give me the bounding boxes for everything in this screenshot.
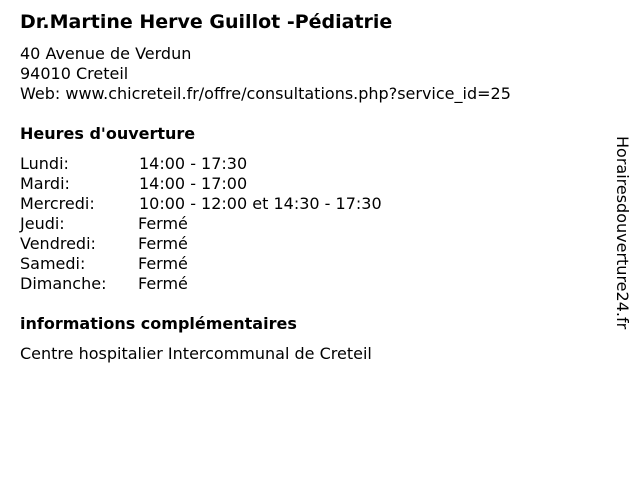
day-hours: 14:00 - 17:30 <box>139 154 248 173</box>
day-label: Mardi: <box>20 174 70 193</box>
address-street: 40 Avenue de Verdun <box>20 44 192 63</box>
day-hours: Fermé <box>138 254 188 273</box>
day-label: Dimanche: <box>20 274 107 293</box>
day-hours: 10:00 - 12:00 et 14:30 - 17:30 <box>139 194 382 213</box>
day-hours: Fermé <box>138 214 188 233</box>
day-label: Mercredi: <box>20 194 95 213</box>
info-text: Centre hospitalier Intercommunal de Creteil <box>20 344 372 363</box>
day-hours: 14:00 - 17:00 <box>139 174 248 193</box>
day-label: Lundi: <box>20 154 69 173</box>
day-label: Jeudi: <box>20 214 65 233</box>
day-hours: Fermé <box>138 274 188 293</box>
day-hours: Fermé <box>138 234 188 253</box>
address-web: Web: www.chicreteil.fr/offre/consultations.php?service_id=25 <box>20 84 511 103</box>
side-brand-watermark: Horairesdouverture24.fr <box>613 136 632 330</box>
day-label: Samedi: <box>20 254 86 273</box>
day-label: Vendredi: <box>20 234 96 253</box>
hours-heading: Heures d'ouverture <box>20 124 196 143</box>
address-block <box>20 44 511 104</box>
page-title: Dr.Martine Herve Guillot -Pédiatrie <box>20 11 393 33</box>
info-heading: informations complémentaires <box>20 314 297 333</box>
address-city: 94010 Creteil <box>20 64 129 83</box>
